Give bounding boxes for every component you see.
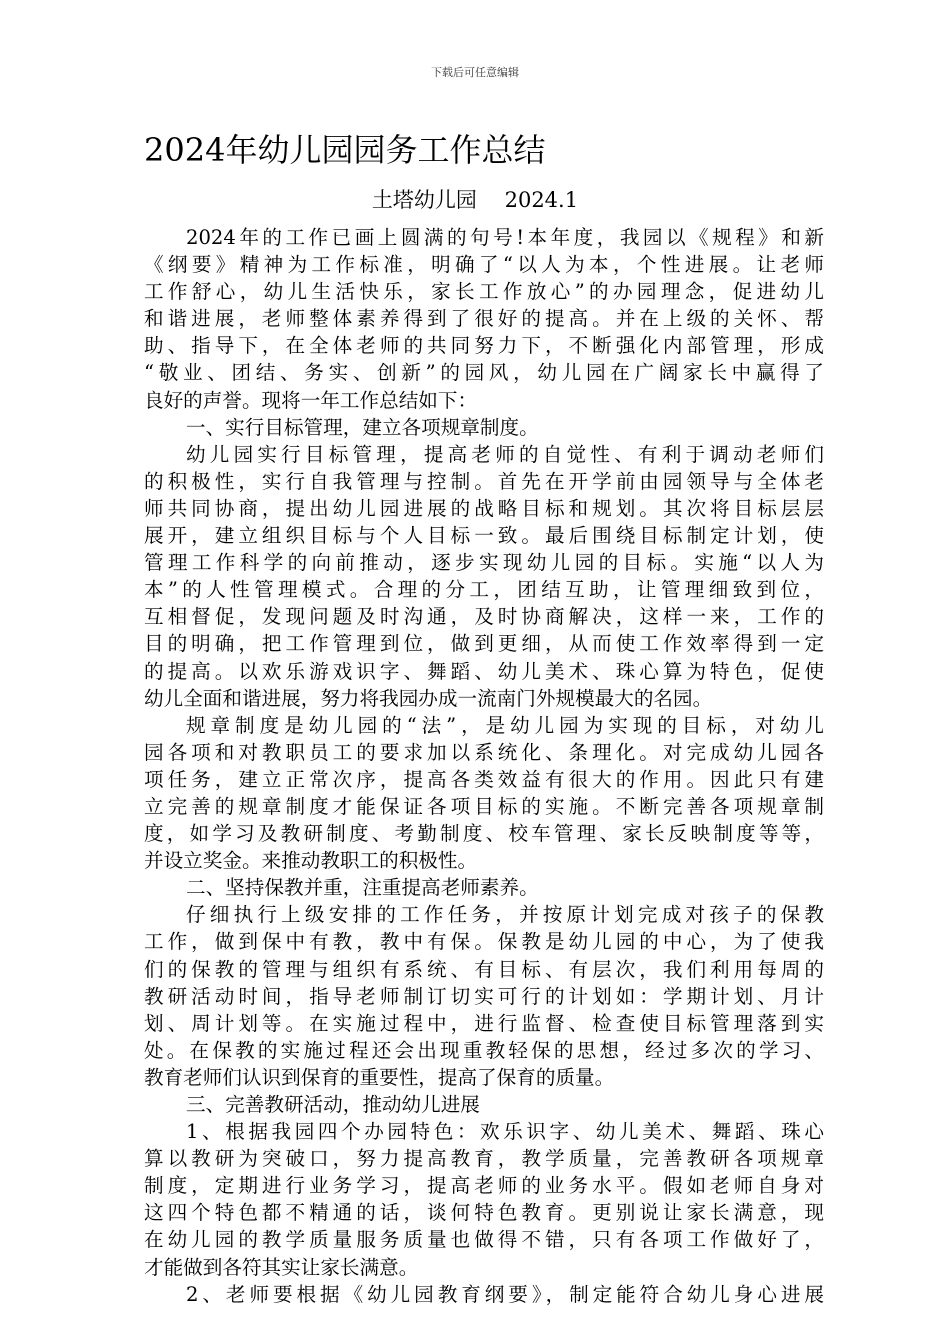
text-line: “敬业、团结、务实、创新”的园风，幼儿园在广阔家长中赢得了 [144, 361, 824, 385]
text-line: 并设立奖金。来推动教职工的积极性。 [144, 849, 478, 873]
text-line: 在幼儿园的教学质量服务质量也做得不错，只有各项工作做好了， [144, 1228, 824, 1252]
text-line: 的提高。以欢乐游戏识字、舞蹈、幼儿美术、珠心算为特色，促使 [144, 659, 824, 683]
text-line: 的积极性，实行自我管理与控制。首先在开学前由园领导与全体老 [144, 469, 824, 493]
text-line: 三、完善教研活动，推动幼儿进展 [186, 1093, 480, 1116]
text-line: 管理工作科学的向前推动，逐步实现幼儿园的目标。实施“以人为 [144, 551, 824, 575]
text-line: 本”的人性管理模式。合理的分工，团结互助，让管理细致到位， [144, 578, 824, 602]
document-body [144, 224, 824, 1308]
text-line: 园各项和对教职员工的要求加以系统化、条理化。对完成幼儿园各 [144, 740, 824, 764]
text-line: 制度，定期进行业务学习，提高老师的业务水平。假如老师自身对 [144, 1174, 824, 1198]
text-line: 这四个特色都不精通的话，谈何特色教育。更别说让家长满意，现 [144, 1201, 824, 1225]
text-line: 立完善的规章制度才能保证各项目标的实施。不断完善各项规章制 [144, 794, 824, 818]
text-line: 度，如学习及教研制度、考勤制度、校车管理、家长反映制度等等， [144, 822, 824, 846]
text-line: 良好的声誉。现将一年工作总结如下： [144, 388, 478, 412]
text-line: 教育老师们认识到保育的重要性，提高了保育的质量。 [144, 1065, 615, 1089]
text-line: 算以教研为突破口，努力提高教育，教学质量，完善教研各项规章 [144, 1147, 824, 1171]
text-line: 《纲要》精神为工作标准，明确了“以人为本，个性进展。让老师 [144, 253, 824, 277]
text-line: 项任务，建立正常次序，提高各类效益有很大的作用。因此只有建 [144, 767, 824, 791]
text-line: 和谐进展，老师整体素养得到了很好的提高。并在上级的关怀、帮 [144, 307, 824, 331]
text-line: 2024年的工作已画上圆满的句号!本年度，我园以《规程》和新 [186, 226, 824, 249]
text-line: 工作舒心，幼儿生活快乐，家长工作放心”的办园理念，促进幼儿 [144, 280, 824, 304]
text-line: 互相督促，发现问题及时沟通，及时协商解决，这样一来，工作的 [144, 605, 824, 629]
text-line: 2、老师要根据《幼儿园教育纲要》，制定能符合幼儿身心进展 [186, 1282, 824, 1306]
text-line: 展开，建立组织目标与个人目标一致。最后围绕目标制定计划，使 [144, 524, 824, 548]
text-line: 师共同协商，提出幼儿园进展的战略目标和规划。其次将目标层层 [144, 496, 824, 520]
text-line: 划、周计划等。在实施过程中，进行监督、检查使目标管理落到实 [144, 1011, 824, 1035]
text-line: 处。在保教的实施过程还会出现重教轻保的思想，经过多次的学习、 [144, 1038, 824, 1062]
text-line: 二、坚持保教并重，注重提高老师素养。 [186, 876, 539, 900]
text-line: 才能做到各符其实让家长满意。 [144, 1255, 419, 1279]
text-line: 工作，做到保中有教，教中有保。保教是幼儿园的中心，为了使我 [144, 930, 824, 954]
text-line: 目的明确，把工作管理到位，做到更细，从而使工作效率得到一定 [144, 632, 824, 656]
text-line: 们的保教的管理与组织有系统、有目标、有层次，我们利用每周的 [144, 957, 824, 981]
text-line: 规章制度是幼儿园的“法”，是幼儿园为实现的目标，对幼儿 [186, 713, 824, 737]
header-note: 下载后可任意编辑 [431, 66, 519, 79]
text-line: 幼儿园实行目标管理，提高老师的自觉性、有利于调动老师们 [186, 442, 824, 466]
document-title: 2024年幼儿园园务工作总结 [144, 131, 546, 169]
text-line: 一、实行目标管理，建立各项规章制度。 [186, 415, 539, 439]
text-line: 1、根据我园四个办园特色：欢乐识字、幼儿美术、舞蹈、珠心 [186, 1120, 824, 1144]
text-line: 幼儿全面和谐进展，努力将我园办成一流南门外规模最大的名园。 [144, 686, 713, 710]
text-line: 教研活动时间，指导老师制订切实可行的计划如：学期计划、月计 [144, 984, 824, 1008]
document-subtitle: 土塔幼儿园 2024.1 [371, 188, 579, 212]
text-line: 仔细执行上级安排的工作任务，并按原计划完成对孩子的保教 [186, 903, 824, 927]
text-line: 助、指导下，在全体老师的共同努力下，不断强化内部管理，形成 [144, 334, 824, 358]
